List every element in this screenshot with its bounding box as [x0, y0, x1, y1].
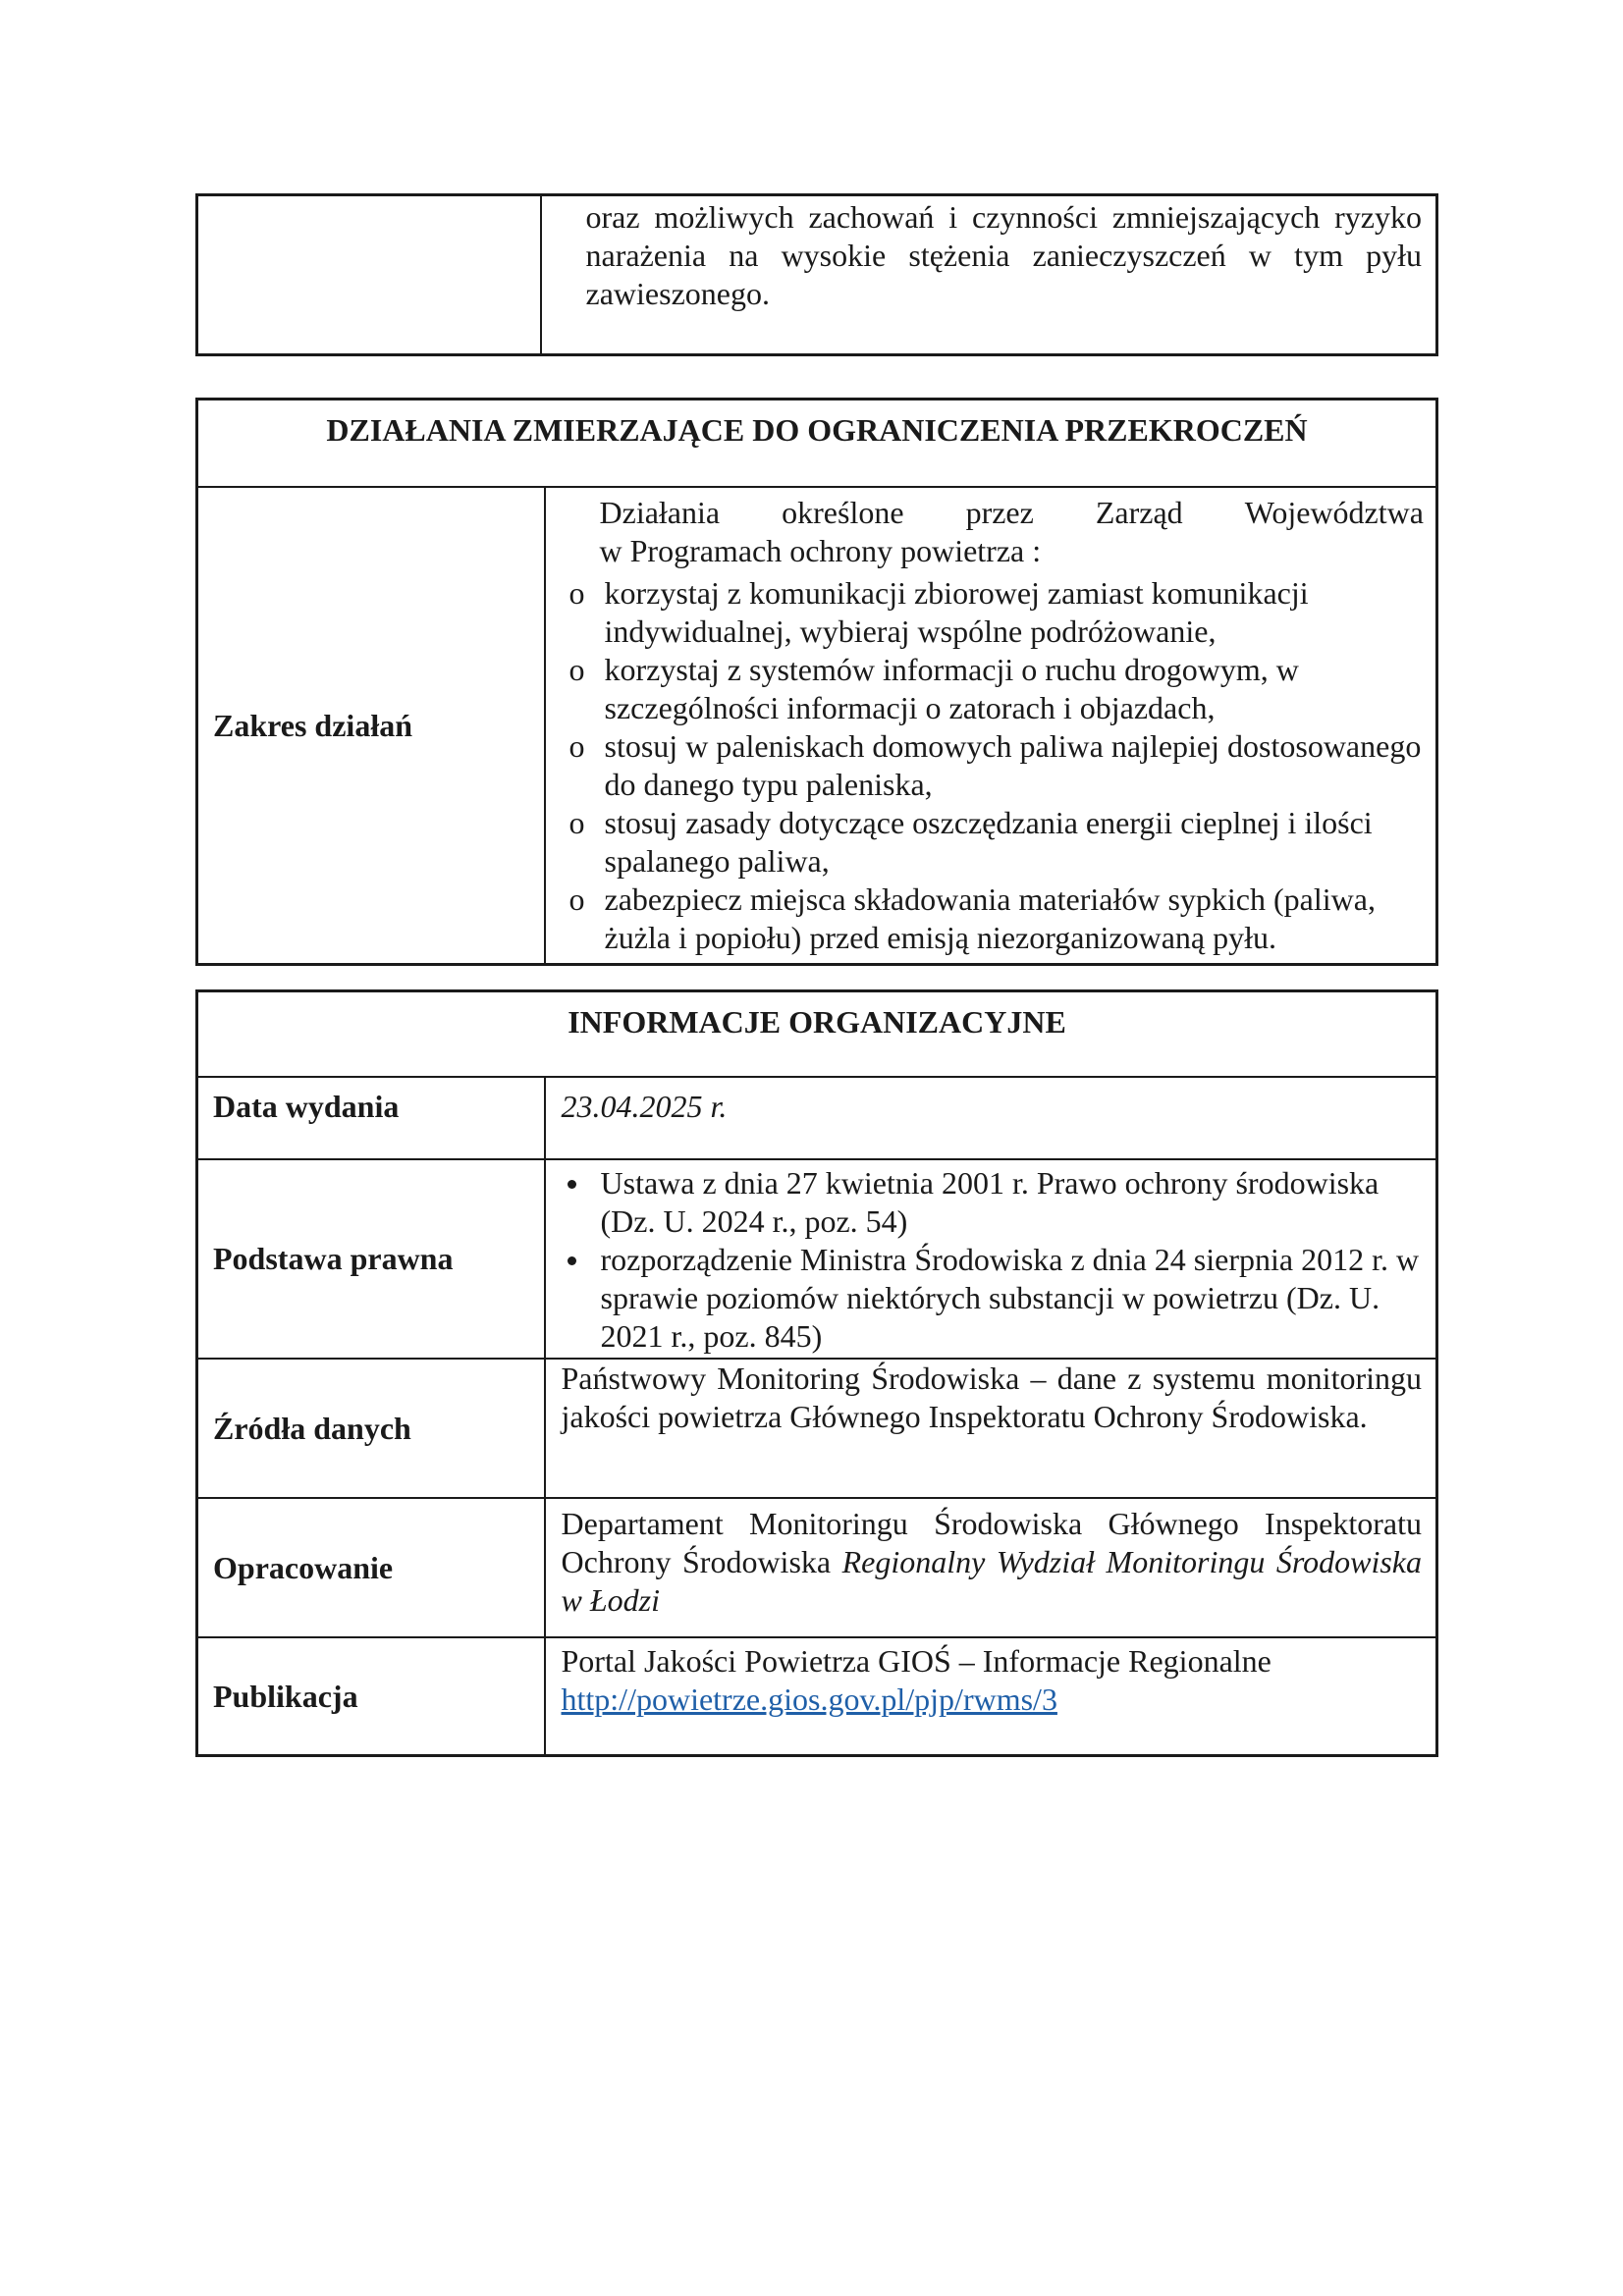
legal-basis-label: Podstawa prawna [197, 1159, 545, 1359]
list-item-text: korzystaj z systemów informacji o ruchu drogowym, w szczególności informacji o zatorach i objazdach, [604, 652, 1299, 725]
list-item [562, 1164, 1423, 1241]
intro-word: Zarząd [1095, 495, 1183, 530]
actions-table [195, 398, 1438, 966]
actions-content-cell [545, 487, 1437, 965]
publication-value: Portal Jakości Powietrza GIOŚ – Informacje Regionalne [561, 1643, 1271, 1679]
circle-bullet-icon: o [568, 805, 585, 840]
prepared-by-department: Departament Monitoringu Środowiska Głównego Inspektoratu Ochrony Środowiska [561, 1506, 1422, 1579]
continuation-text: oraz możliwych zachowań i czynności zmniejszających ryzyko narażenia na wysokie stężenia zanieczyszczeń w tym pyłu zawieszonego. [585, 199, 1422, 311]
org-info-table [195, 989, 1438, 1757]
legal-basis-list [546, 1160, 1436, 1358]
continuation-empty-cell [197, 195, 541, 355]
list-item [562, 1241, 1423, 1356]
list-item-text: stosuj zasady dotyczące oszczędzania energii cieplnej i ilości spalanego paliwa, [604, 805, 1373, 879]
circle-bullet-icon: o [568, 652, 585, 687]
list-item [566, 574, 1425, 651]
intro-word: Działania [599, 495, 721, 530]
circle-bullet-icon: o [568, 881, 585, 917]
circle-bullet-icon: o [568, 575, 585, 611]
prepared-by-value [562, 1505, 1423, 1620]
list-item-text: Ustawa z dnia 27 kwietnia 2001 r. Prawo ochrony środowiska (Dz. U. 2024 r., poz. 54) [600, 1165, 1380, 1239]
actions-intro [546, 492, 1436, 570]
continuation-text-cell [541, 195, 1437, 355]
list-item [566, 651, 1425, 727]
actions-intro-line1 [600, 494, 1425, 532]
prepared-by-regional-unit: Regionalny Wydział Monitoringu Środowiska w Łodzi [561, 1544, 1423, 1618]
intro-word: przez [965, 495, 1034, 530]
circle-bullet-icon: o [568, 728, 585, 764]
prepared-by-cell [545, 1498, 1437, 1637]
list-item-text: korzystaj z komunikacji zbiorowej zamiast komunikacji indywidualnej, wybieraj wspólne podróżowanie, [604, 575, 1309, 649]
data-sources-cell [545, 1359, 1437, 1498]
bullet-icon [568, 1180, 576, 1189]
list-item [566, 727, 1425, 804]
continuation-table [195, 193, 1438, 356]
actions-list [546, 574, 1436, 963]
publication-label: Publikacja [197, 1637, 545, 1756]
date-label: Data wydania [197, 1077, 545, 1159]
actions-header: DZIAŁANIA ZMIERZAJĄCE DO OGRANICZENIA PRZEKROCZEŃ [197, 400, 1437, 488]
list-item [566, 881, 1425, 957]
list-item-text: zabezpiecz miejsca składowania materiałów sypkich (paliwa, żużla i popiołu) przed emisją niezorganizowaną pyłu. [604, 881, 1376, 955]
prepared-by-label: Opracowanie [197, 1498, 545, 1637]
publication-link[interactable]: http://powietrze.gios.gov.pl/pjp/rwms/3 [561, 1682, 1057, 1717]
publication-cell [545, 1637, 1437, 1756]
actions-intro-line2: w Programach ochrony powietrza : [599, 533, 1042, 568]
list-item-text: rozporządzenie Ministra Środowiska z dnia 24 sierpnia 2012 r. w sprawie poziomów niektórych substancji w powietrzu (Dz. U. 2021 r., poz. 845) [600, 1242, 1420, 1354]
list-item-text: stosuj w paleniskach domowych paliwa najlepiej dostosowanego do danego typu paleniska, [604, 728, 1422, 802]
list-item [566, 804, 1425, 881]
date-value: 23.04.2025 r. [545, 1077, 1437, 1159]
intro-word: Województwa [1244, 495, 1424, 530]
bullet-icon [568, 1256, 576, 1265]
data-sources-label: Źródła danych [197, 1359, 545, 1498]
data-sources-value: Państwowy Monitoring Środowiska – dane z systemu monitoringu jakości powietrza Głównego Inspektoratu Ochrony Środowiska. [561, 1361, 1422, 1434]
org-info-header: INFORMACJE ORGANIZACYJNE [197, 991, 1437, 1078]
actions-label: Zakres działań [197, 487, 545, 965]
legal-basis-cell [545, 1159, 1437, 1359]
intro-word: określone [782, 495, 904, 530]
